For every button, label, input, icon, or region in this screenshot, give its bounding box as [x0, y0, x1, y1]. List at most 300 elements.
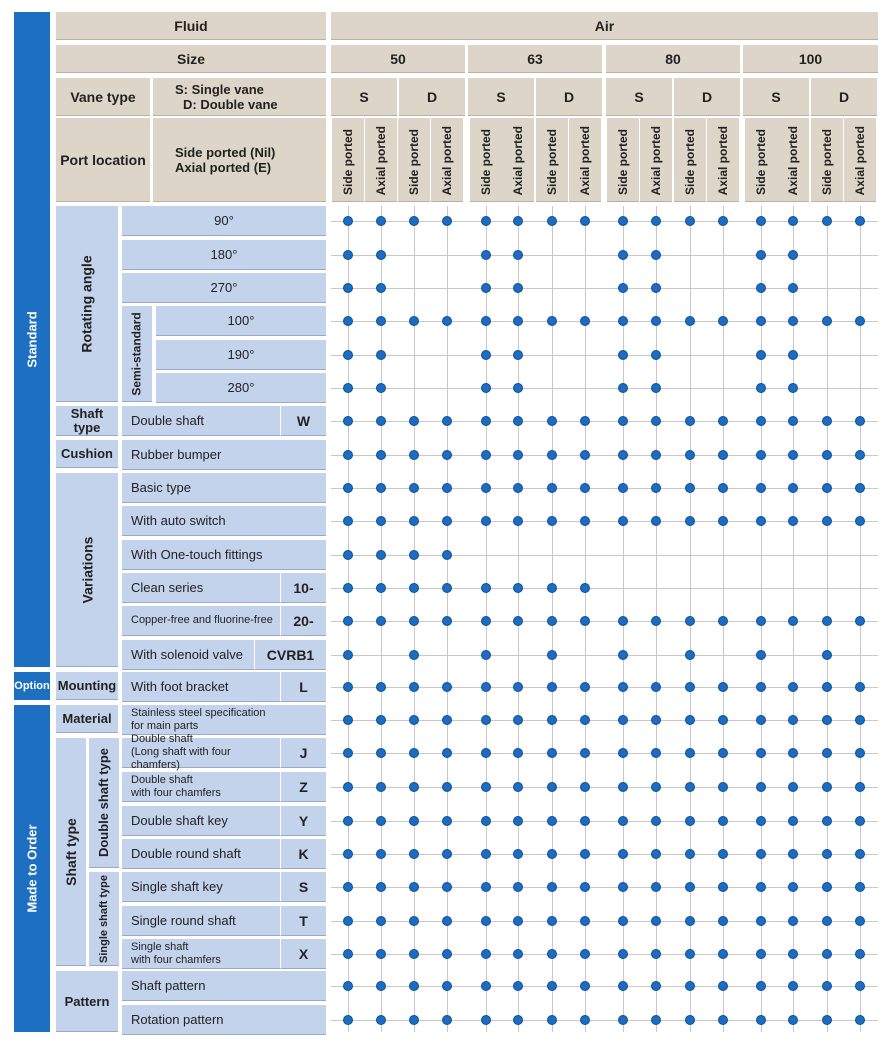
availability-dot — [547, 981, 557, 991]
port-type-side-2: Side ported — [398, 118, 430, 202]
port-type-side-0: Side ported — [332, 118, 364, 202]
size-100: 100 — [743, 45, 878, 73]
availability-dot — [343, 782, 353, 792]
availability-dot — [788, 516, 798, 526]
availability-dot — [547, 949, 557, 959]
availability-dot — [481, 250, 491, 260]
availability-dot — [822, 748, 832, 758]
availability-dot — [618, 483, 628, 493]
availability-dot — [756, 949, 766, 959]
availability-dot — [756, 682, 766, 692]
availability-dot — [442, 316, 452, 326]
availability-dot — [547, 1015, 557, 1025]
availability-dot — [618, 450, 628, 460]
row-code: Y — [280, 806, 326, 836]
availability-dot — [442, 849, 452, 859]
availability-dot — [855, 782, 865, 792]
availability-dot — [718, 616, 728, 626]
availability-dot — [756, 516, 766, 526]
availability-dot — [685, 949, 695, 959]
availability-dot — [343, 849, 353, 859]
availability-dot — [822, 949, 832, 959]
size-50: 50 — [331, 45, 465, 73]
availability-dot — [580, 715, 590, 725]
availability-dot — [685, 782, 695, 792]
availability-dot — [376, 550, 386, 560]
availability-dot — [685, 981, 695, 991]
availability-dot — [651, 916, 661, 926]
section-option: Option — [14, 672, 50, 700]
availability-dot — [855, 882, 865, 892]
port-type-axial-3: Axial ported — [431, 118, 463, 202]
availability-dot — [718, 882, 728, 892]
availability-dot — [376, 782, 386, 792]
availability-dot — [343, 216, 353, 226]
vane-type-50-d: D — [399, 78, 465, 116]
availability-dot — [442, 782, 452, 792]
availability-dot — [409, 216, 419, 226]
row-label: Shaft pattern — [122, 971, 326, 1001]
availability-dot — [756, 849, 766, 859]
availability-dot — [343, 916, 353, 926]
availability-dot — [481, 882, 491, 892]
port-type-side-14: Side ported — [811, 118, 843, 202]
availability-dot — [343, 483, 353, 493]
group-double-shaft-type: Double shaft type — [89, 738, 119, 868]
availability-dot — [822, 1015, 832, 1025]
group-cushion: Cushion — [56, 440, 118, 468]
availability-dot — [343, 283, 353, 293]
availability-dot — [481, 416, 491, 426]
availability-dot — [481, 583, 491, 593]
availability-dot — [788, 748, 798, 758]
availability-dot — [718, 1015, 728, 1025]
availability-dot — [409, 748, 419, 758]
availability-dot — [442, 816, 452, 826]
availability-dot — [481, 216, 491, 226]
availability-dot — [580, 981, 590, 991]
availability-dot — [651, 849, 661, 859]
availability-dot — [756, 350, 766, 360]
availability-dot — [409, 882, 419, 892]
availability-dot — [618, 283, 628, 293]
availability-dot — [855, 316, 865, 326]
availability-dot — [618, 650, 628, 660]
availability-dot — [376, 748, 386, 758]
availability-dot — [376, 882, 386, 892]
section-made-to-order: Made to Order — [14, 705, 50, 1032]
availability-dot — [788, 682, 798, 692]
availability-dot — [651, 383, 661, 393]
availability-dot — [788, 316, 798, 326]
group-single-shaft-type: Single shaft type — [89, 872, 119, 966]
availability-dot — [651, 1015, 661, 1025]
availability-dot — [580, 1015, 590, 1025]
port-type-side-6: Side ported — [536, 118, 568, 202]
availability-dot — [481, 650, 491, 660]
availability-dot — [756, 748, 766, 758]
availability-dot — [343, 748, 353, 758]
row-label: With foot bracket — [122, 672, 280, 702]
availability-dot — [513, 616, 523, 626]
vane-type-desc — [153, 78, 326, 116]
availability-dot — [481, 483, 491, 493]
row-label: With auto switch — [122, 506, 326, 536]
availability-dot — [442, 715, 452, 725]
row-label: Double shaft with four chamfers — [122, 772, 280, 802]
port-location-label: Port location — [56, 118, 150, 202]
port-type-axial-5: Axial ported — [502, 118, 534, 202]
availability-dot — [855, 949, 865, 959]
availability-dot — [547, 616, 557, 626]
availability-dot — [718, 949, 728, 959]
availability-dot — [442, 882, 452, 892]
availability-dot — [685, 682, 695, 692]
availability-dot — [618, 782, 628, 792]
availability-dot — [580, 316, 590, 326]
availability-dot — [376, 450, 386, 460]
availability-dot — [409, 981, 419, 991]
row-code: Z — [280, 772, 326, 802]
availability-dot — [343, 350, 353, 360]
availability-dot — [718, 216, 728, 226]
row-code: 20- — [280, 606, 326, 636]
availability-dot — [481, 616, 491, 626]
availability-dot — [547, 715, 557, 725]
availability-dot — [855, 981, 865, 991]
port-desc-side: Side ported (Nil) — [175, 144, 276, 160]
availability-dot — [618, 682, 628, 692]
availability-dot — [855, 849, 865, 859]
availability-dot — [513, 516, 523, 526]
availability-dot — [409, 849, 419, 859]
row-code: S — [280, 872, 326, 902]
availability-dot — [442, 416, 452, 426]
availability-dot — [756, 981, 766, 991]
availability-dot — [547, 916, 557, 926]
availability-dot — [580, 916, 590, 926]
availability-dot — [788, 1015, 798, 1025]
availability-dot — [788, 782, 798, 792]
availability-dot — [822, 682, 832, 692]
availability-dot — [409, 416, 419, 426]
availability-dot — [822, 650, 832, 660]
row-label: Stainless steel specification for main parts — [122, 705, 326, 735]
availability-dot — [376, 616, 386, 626]
availability-dot — [788, 483, 798, 493]
row-label: Double round shaft — [122, 839, 280, 869]
group-semi-standard: Semi-standard — [122, 306, 152, 402]
port-type-side-8: Side ported — [607, 118, 639, 202]
availability-dot — [409, 316, 419, 326]
availability-dot — [788, 616, 798, 626]
port-type-axial-11: Axial ported — [707, 118, 739, 202]
availability-dot — [855, 1015, 865, 1025]
availability-dot — [481, 283, 491, 293]
availability-dot — [651, 250, 661, 260]
availability-dot — [376, 816, 386, 826]
availability-dot — [788, 350, 798, 360]
availability-dot — [580, 849, 590, 859]
vane-type-63-d: D — [536, 78, 602, 116]
availability-dot — [409, 483, 419, 493]
availability-dot — [513, 316, 523, 326]
availability-dot — [580, 583, 590, 593]
availability-dot — [822, 483, 832, 493]
availability-dot — [547, 748, 557, 758]
availability-dot — [618, 816, 628, 826]
availability-dot — [651, 882, 661, 892]
port-type-axial-9: Axial ported — [640, 118, 672, 202]
availability-dot — [442, 682, 452, 692]
availability-dot — [580, 483, 590, 493]
availability-dot — [756, 316, 766, 326]
port-type-axial-13: Axial ported — [777, 118, 809, 202]
availability-dot — [376, 416, 386, 426]
availability-dot — [513, 981, 523, 991]
availability-dot — [788, 250, 798, 260]
availability-dot — [822, 981, 832, 991]
availability-dot — [376, 1015, 386, 1025]
availability-dot — [756, 416, 766, 426]
availability-dot — [409, 715, 419, 725]
availability-dot — [409, 682, 419, 692]
row-label: 280° — [156, 373, 326, 403]
availability-dot — [718, 682, 728, 692]
availability-dot — [618, 748, 628, 758]
availability-dot — [513, 816, 523, 826]
availability-dot — [343, 616, 353, 626]
availability-dot — [618, 216, 628, 226]
availability-dot — [409, 650, 419, 660]
availability-dot — [685, 616, 695, 626]
port-desc-axial: Axial ported (E) — [175, 159, 272, 175]
availability-dot — [580, 682, 590, 692]
availability-dot — [513, 682, 523, 692]
availability-dot — [547, 583, 557, 593]
availability-dot — [788, 849, 798, 859]
availability-dot — [718, 715, 728, 725]
availability-dot — [513, 416, 523, 426]
availability-dot — [580, 882, 590, 892]
row-label: Double shaft — [122, 406, 280, 436]
row-label: With solenoid valve — [122, 640, 254, 670]
availability-dot — [442, 516, 452, 526]
availability-dot — [580, 216, 590, 226]
availability-dot — [788, 949, 798, 959]
availability-dot — [756, 616, 766, 626]
availability-dot — [618, 715, 628, 725]
availability-dot — [547, 650, 557, 660]
group-material: Material — [56, 705, 118, 733]
row-code: K — [280, 839, 326, 869]
row-code: CVRB1 — [254, 640, 326, 670]
row-label: Single round shaft — [122, 906, 280, 936]
availability-dot — [343, 316, 353, 326]
availability-dot — [756, 483, 766, 493]
group-shaft-type: Shaft type — [56, 406, 118, 436]
availability-dot — [855, 416, 865, 426]
availability-dot — [442, 550, 452, 560]
availability-dot — [481, 715, 491, 725]
availability-dot — [343, 550, 353, 560]
availability-dot — [580, 816, 590, 826]
availability-dot — [651, 715, 661, 725]
availability-dot — [376, 250, 386, 260]
availability-dot — [756, 916, 766, 926]
availability-dot — [618, 416, 628, 426]
availability-dot — [513, 350, 523, 360]
availability-dot — [580, 616, 590, 626]
availability-dot — [855, 516, 865, 526]
availability-dot — [376, 916, 386, 926]
availability-dot — [343, 949, 353, 959]
availability-dot — [651, 949, 661, 959]
group-rotating-angle: Rotating angle — [56, 206, 118, 402]
availability-dot — [618, 1015, 628, 1025]
row-code: W — [280, 406, 326, 436]
availability-dot — [855, 816, 865, 826]
section-standard: Standard — [14, 12, 50, 667]
availability-dot — [718, 916, 728, 926]
availability-dot — [547, 483, 557, 493]
availability-dot — [547, 882, 557, 892]
size-80: 80 — [606, 45, 740, 73]
availability-dot — [409, 949, 419, 959]
availability-dot — [618, 350, 628, 360]
availability-dot — [618, 383, 628, 393]
availability-dot — [376, 516, 386, 526]
availability-dot — [822, 516, 832, 526]
availability-dot — [376, 316, 386, 326]
availability-dot — [756, 1015, 766, 1025]
availability-dot — [685, 216, 695, 226]
availability-dot — [343, 981, 353, 991]
size-label: Size — [56, 45, 326, 73]
availability-dot — [618, 949, 628, 959]
availability-dot — [788, 416, 798, 426]
availability-dot — [685, 916, 695, 926]
availability-dot — [343, 1015, 353, 1025]
availability-dot — [618, 516, 628, 526]
row-label: 100° — [156, 306, 326, 336]
port-type-side-10: Side ported — [674, 118, 706, 202]
row-label: 190° — [156, 340, 326, 370]
availability-dot — [376, 981, 386, 991]
availability-dot — [822, 216, 832, 226]
availability-dot — [580, 516, 590, 526]
row-code: T — [280, 906, 326, 936]
availability-dot — [580, 748, 590, 758]
row-label: Single shaft with four chamfers — [122, 939, 280, 969]
vane-desc-single: S: Single vane — [175, 81, 264, 97]
availability-dot — [343, 583, 353, 593]
availability-dot — [513, 916, 523, 926]
availability-dot — [376, 682, 386, 692]
availability-dot — [547, 782, 557, 792]
fluid-value: Air — [331, 12, 878, 40]
availability-dot — [618, 916, 628, 926]
vane-type-80-d: D — [674, 78, 740, 116]
port-type-axial-15: Axial ported — [844, 118, 876, 202]
availability-dot — [855, 682, 865, 692]
availability-dot — [855, 216, 865, 226]
availability-dot — [651, 416, 661, 426]
availability-dot — [547, 216, 557, 226]
availability-dot — [376, 283, 386, 293]
port-type-side-12: Side ported — [745, 118, 777, 202]
availability-dot — [513, 450, 523, 460]
availability-dot — [822, 616, 832, 626]
availability-dot — [685, 316, 695, 326]
availability-dot — [376, 849, 386, 859]
availability-dot — [788, 816, 798, 826]
availability-dot — [442, 748, 452, 758]
availability-dot — [343, 715, 353, 725]
port-type-axial-1: Axial ported — [365, 118, 397, 202]
availability-dot — [580, 450, 590, 460]
availability-dot — [376, 715, 386, 725]
availability-dot — [822, 316, 832, 326]
availability-dot — [409, 616, 419, 626]
availability-dot — [481, 849, 491, 859]
availability-dot — [651, 216, 661, 226]
port-location-desc — [153, 118, 326, 202]
availability-dot — [409, 1015, 419, 1025]
availability-dot — [547, 416, 557, 426]
availability-dot — [651, 616, 661, 626]
availability-dot — [618, 250, 628, 260]
availability-dot — [442, 483, 452, 493]
availability-dot — [513, 383, 523, 393]
availability-dot — [788, 981, 798, 991]
group-mounting: Mounting — [56, 672, 118, 700]
availability-dot — [685, 882, 695, 892]
availability-dot — [513, 849, 523, 859]
availability-dot — [788, 450, 798, 460]
availability-dot — [718, 981, 728, 991]
availability-dot — [618, 316, 628, 326]
availability-dot — [718, 516, 728, 526]
group-pattern: Pattern — [56, 971, 118, 1032]
availability-dot — [343, 682, 353, 692]
availability-dot — [685, 416, 695, 426]
availability-dot — [822, 816, 832, 826]
availability-dot — [718, 748, 728, 758]
availability-dot — [547, 849, 557, 859]
availability-dot — [855, 715, 865, 725]
availability-dot — [685, 483, 695, 493]
availability-dot — [756, 882, 766, 892]
availability-dot — [788, 216, 798, 226]
availability-dot — [513, 283, 523, 293]
availability-dot — [513, 715, 523, 725]
availability-dot — [376, 949, 386, 959]
availability-dot — [513, 583, 523, 593]
availability-dot — [788, 283, 798, 293]
availability-dot — [756, 450, 766, 460]
availability-dot — [756, 216, 766, 226]
row-code: X — [280, 939, 326, 969]
availability-dot — [756, 250, 766, 260]
row-code: L — [280, 672, 326, 702]
vane-type-100-d: D — [811, 78, 877, 116]
availability-dot — [409, 916, 419, 926]
availability-dot — [481, 949, 491, 959]
row-label: Rubber bumper — [122, 440, 326, 470]
availability-dot — [343, 383, 353, 393]
availability-dot — [547, 316, 557, 326]
